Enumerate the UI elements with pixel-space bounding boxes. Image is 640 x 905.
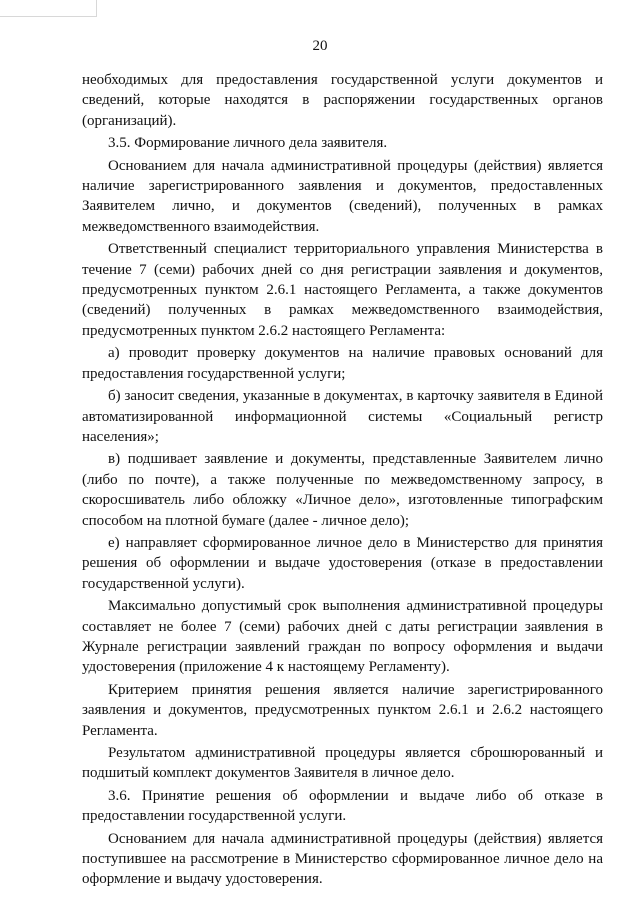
list-item-a: а) проводит проверку документов на наличие правовых оснований для предоставления государственной услуги;: [82, 345, 603, 382]
list-item-b: б) заносит сведения, указанные в документах, в карточку заявителя в Единой автоматизированной информационной системы «Социальный регистр населения»;: [82, 388, 603, 445]
paragraph: Максимально допустимый срок выполнения административной процедуры составляет не более 7 (семи) рабочих дней с даты регистрации заявления в Журнале регистрации заявлений граждан по вопросу оформления и выдачи удостоверения (приложение 4 к настоящему Регламенту).: [82, 598, 603, 676]
section-heading-3-5: 3.5. Формирование личного дела заявителя.: [108, 135, 388, 152]
scan-margin-mark: [0, 0, 97, 17]
section-heading-3-6: 3.6. Принятие решения об оформлении и выдаче либо об отказе в предоставлении государственной услуги.: [82, 787, 603, 825]
document-body: [82, 70, 603, 890]
list-item-v: в) подшивает заявление и документы, представленные Заявителем лично (либо по почте), а также полученные по межведомственному запросу, в скоросшиватель либо обложку «Личное дело», изготовленные типографским способом на плотной бумаге (далее - личное дело);: [82, 451, 603, 529]
paragraph-continuation: необходимых для предоставления государственной услуги документов и сведений, которые находятся в распоряжении государственных органов (организаций).: [82, 72, 603, 129]
paragraph: Основанием для начала административной процедуры (действия) является поступившее на рассмотрение в Министерство сформированное личное дело на оформление и выдачу удостоверения.: [82, 830, 603, 888]
list-item-e: е) направляет сформированное личное дело в Министерство для принятия решения об оформлении и выдаче удостоверения (отказе в предоставлении государственной услуги).: [82, 534, 603, 592]
paragraph: Критерием принятия решения является наличие зарегистрированного заявления и документов, предусмотренных пунктом 2.6.1 и 2.6.2 настоящего Регламента.: [82, 681, 603, 739]
paragraph: Основанием для начала административной процедуры (действия) является наличие зарегистрированного заявления и документов, предоставленных Заявителем лично, и документов (сведений), полученных в рамках межведомственного взаимодействия.: [82, 157, 603, 235]
page-number: 20: [312, 38, 328, 54]
paragraph: Результатом административной процедуры является сброшюрованный и подшитый комплект документов Заявителя в личное дело.: [82, 745, 603, 782]
paragraph: Ответственный специалист территориального управления Министерства в течение 7 (семи) рабочих дней со дня регистрации заявления и документов, предусмотренных пунктом 2.6.1 настоящего Регламента, а также документов (сведений) полученных в рамках межведомственного взаимодействия, предусмотренных пунктом 2.6.2 настоящего Регламента:: [82, 241, 603, 339]
